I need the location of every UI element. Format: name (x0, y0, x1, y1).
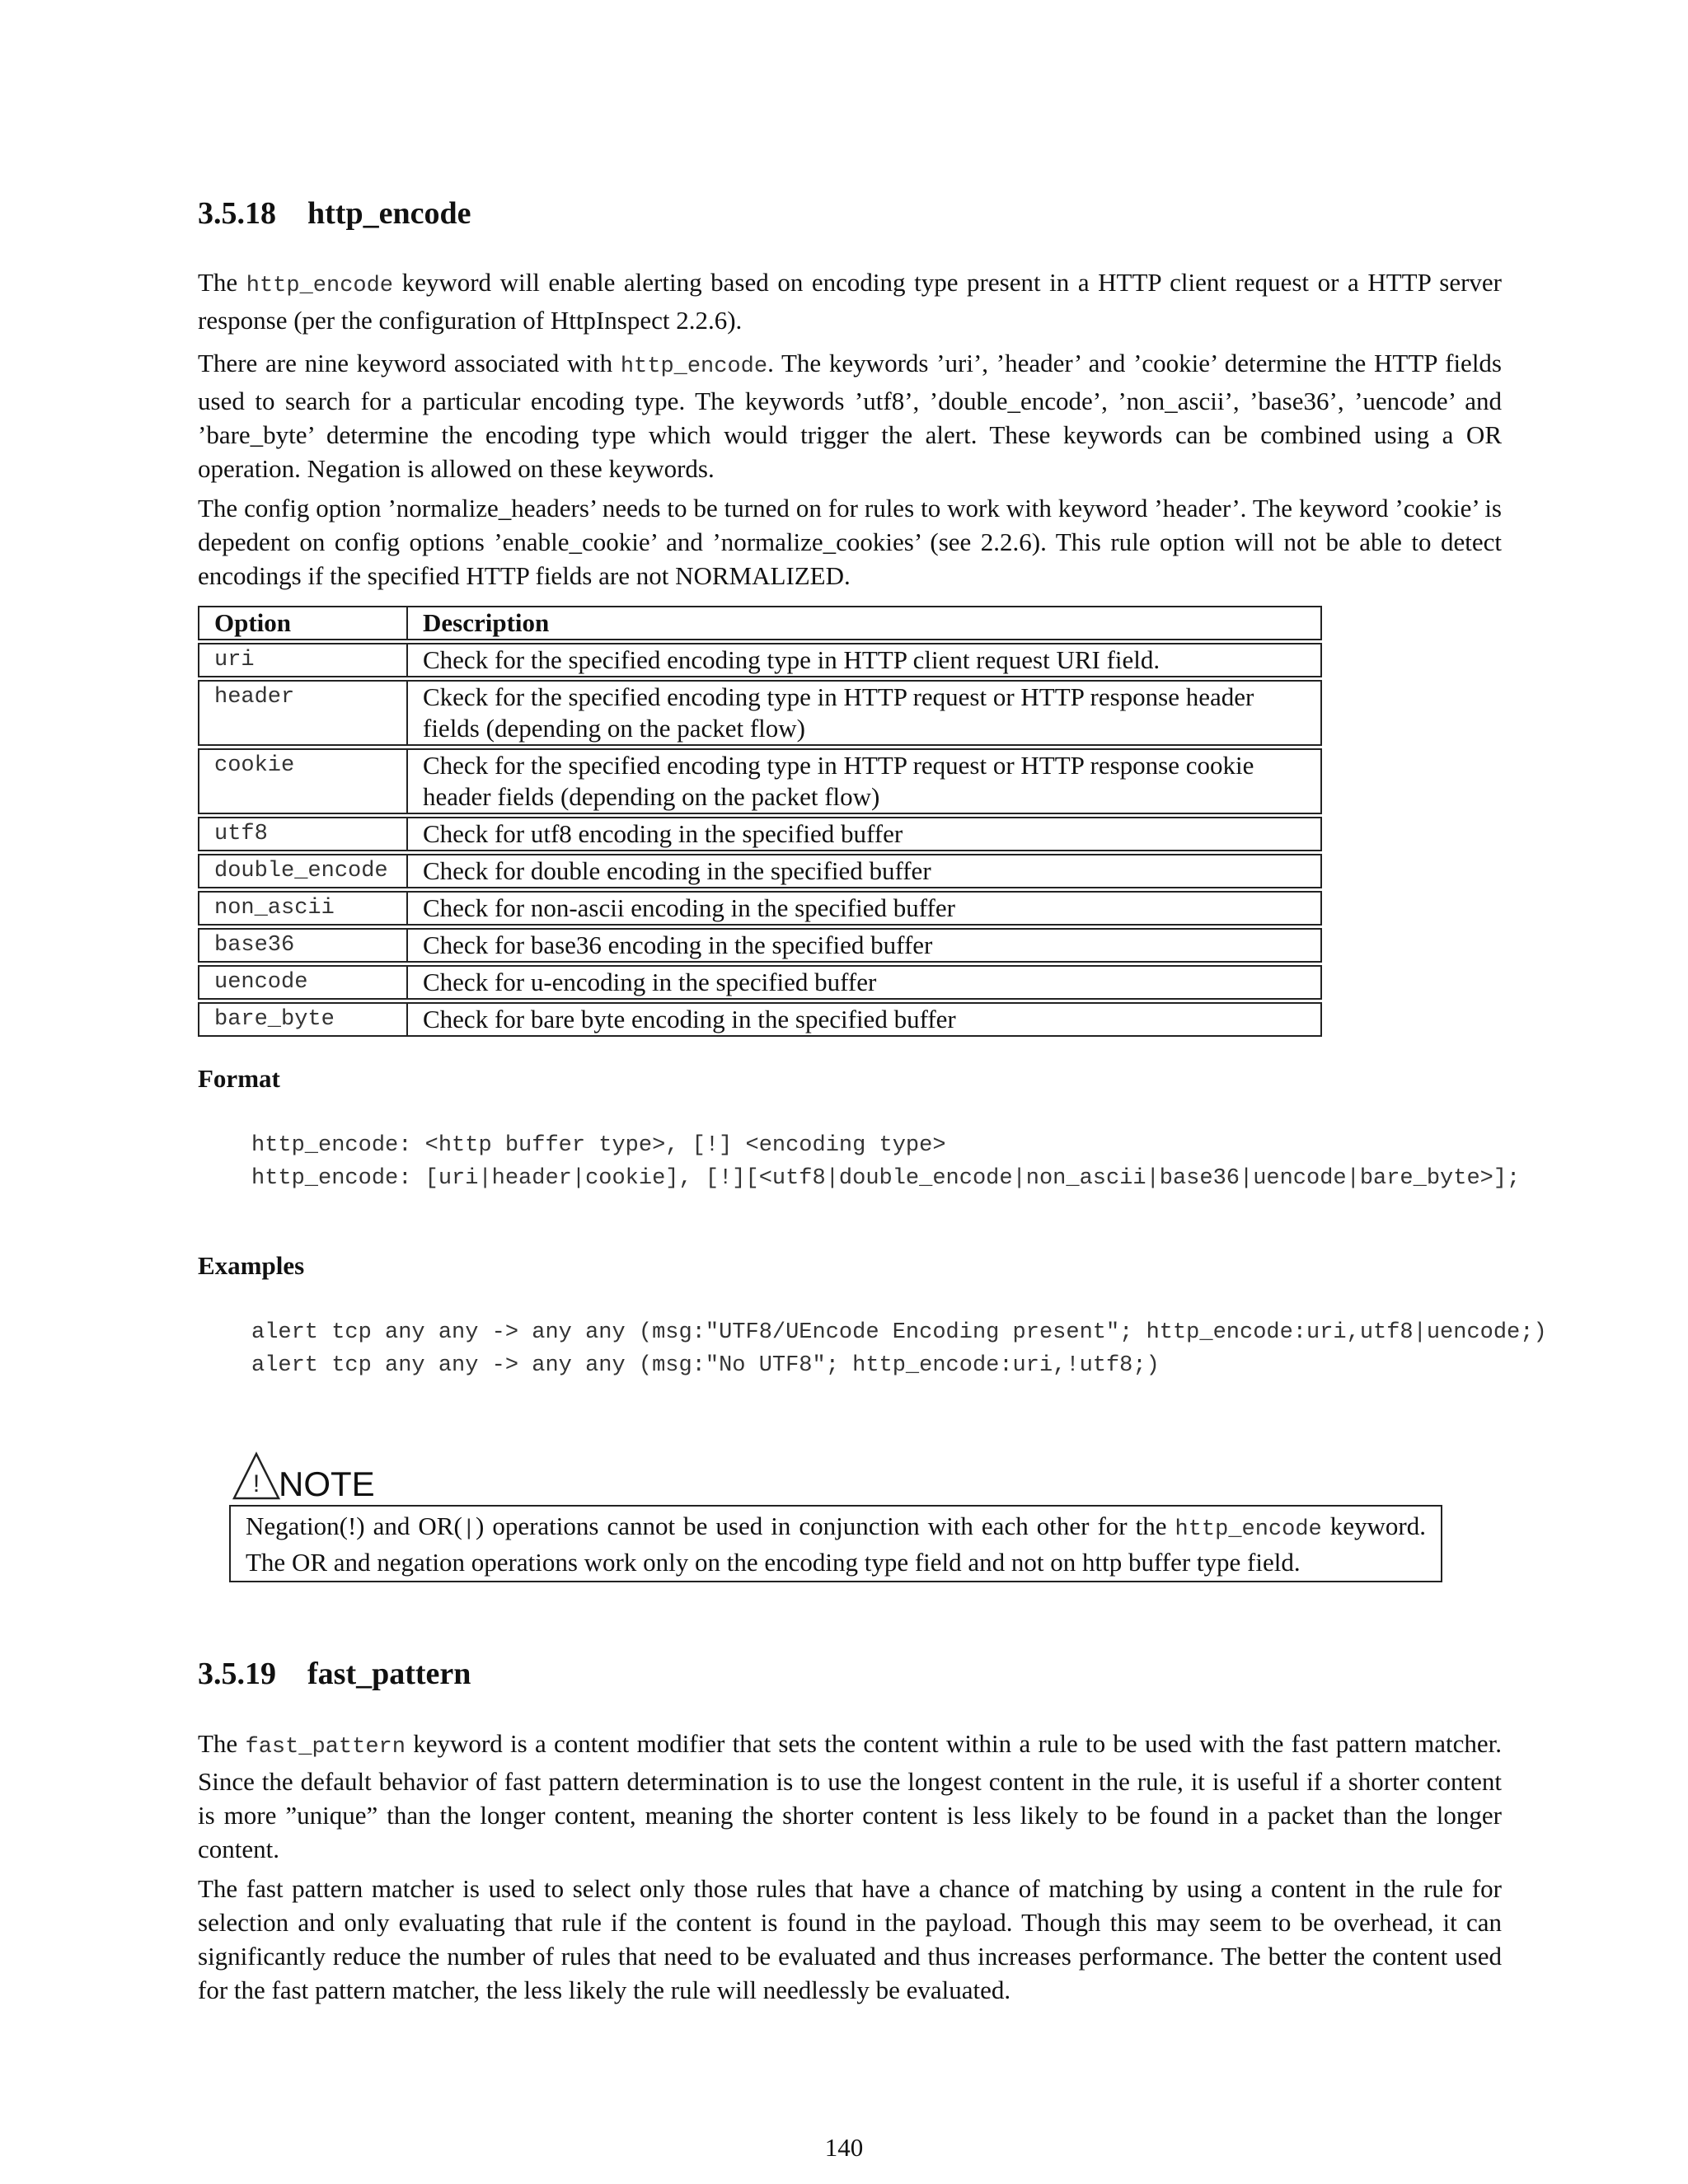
table-cell-description: Check for the specified encoding type in HTTP client request URI field. (406, 643, 1322, 677)
table-header-row (198, 606, 1322, 640)
fast-pattern-matcher-paragraph (198, 1872, 1502, 2007)
table-row (198, 891, 1322, 926)
table-cell-option: header (198, 680, 406, 746)
svg-text:!: ! (252, 1470, 260, 1497)
note-header (231, 1442, 375, 1502)
inline-code: | (462, 1517, 476, 1542)
text: Negation(!) and OR( (246, 1511, 462, 1540)
code-line: http_encode: [uri|header|cookie], [!][<utf8|double_encode|non_ascii|base36|uencode|bare_byte>]; (251, 1166, 1521, 1191)
table-cell-description: Check for double encoding in the specified buffer (406, 854, 1322, 888)
code-line: alert tcp any any -> any any (msg:"UTF8/UEncode Encoding present"; http_encode:uri,utf8|uencode;) (251, 1320, 1547, 1345)
section-title: fast_pattern (307, 1657, 471, 1691)
code-line: http_encode: <http buffer type>, [!] <encoding type> (251, 1133, 946, 1158)
http-encode-intro-paragraph (198, 265, 1502, 337)
format-heading: Format (198, 1064, 280, 1093)
text: keyword will enable alerting based on encoding type present in a HTTP client request or a HTTP server response (per the configuration of HttpInspect 2.2.6). (198, 268, 1502, 335)
text: keyword is a content modifier that sets the content within a rule to be used with the fast pattern matcher. Since the default behavior of fast pattern determination is to use the longest content in the rule, it is useful if a shorter content is more ”unique” than the longer content, meaning the shorter content is less likely to be found in a packet than the longer content. (198, 1729, 1502, 1863)
table-cell-description: Check for u-encoding in the specified buffer (406, 965, 1322, 1000)
section-title: http_encode (307, 196, 471, 231)
fast-pattern-intro-paragraph (198, 1727, 1502, 1866)
warning-triangle-icon (231, 1451, 282, 1502)
table-row (198, 928, 1322, 963)
table-cell-description: Check for utf8 encoding in the specified buffer (406, 817, 1322, 851)
section-number: 3.5.18 (198, 196, 276, 231)
table-cell-description: Check for non-ascii encoding in the specified buffer (406, 891, 1322, 926)
text: The config option ’normalize_headers’ needs to be turned on for rules to work with keyword ’header’. The keyword ’cookie’ is depedent on config options ’enable_cookie’ and ’normalize_cookies’ (see 2.2.6). This rule option will not be able to detect encodings if the specified HTTP fields are not NORMALIZED. (198, 494, 1502, 590)
text: keyword. The OR and negation operations work only on the encoding type field and not on http buffer type field. (246, 1511, 1426, 1577)
table-cell-description: Check for the specified encoding type in HTTP request or HTTP response cookie header fields (depending on the packet flow) (406, 748, 1322, 814)
table-row (198, 817, 1322, 851)
table-cell-option: cookie (198, 748, 406, 814)
text: The (198, 1729, 246, 1758)
table-cell-description: Check for base36 encoding in the specified buffer (406, 928, 1322, 963)
table-cell-option: non_ascii (198, 891, 406, 926)
inline-code: http_encode (246, 274, 394, 298)
text: . The keywords ’uri’, ’header’ and ’cookie’ determine the HTTP fields used to search for a particular encoding type. The keywords ’utf8’, ’double_encode’, ’non_ascii’, ’base36’, ’uencode’ and ’bare_byte’ determine the encoding type which would trigger the alert. These keywords can be combined using a OR operation. Negation is allowed on these keywords. (198, 349, 1502, 483)
table-cell-option: bare_byte (198, 1002, 406, 1037)
text: ) operations cannot be used in conjunction with each other for the (476, 1511, 1175, 1540)
inline-code: http_encode (620, 354, 768, 379)
table-row (198, 748, 1322, 814)
text: The fast pattern matcher is used to select only those rules that have a chance of matching by using a content in the rule for selection and only evaluating that rule if the content is found in the payload. Though this may seem to be overhead, it can significantly reduce the number of rules that need to be evaluated and thus increases performance. The better the content used for the fast pattern matcher, the less likely the rule will needlessly be evaluated. (198, 1874, 1502, 2004)
note-label: NOTE (279, 1465, 375, 1503)
options-table (198, 603, 1322, 1039)
format-code-block (251, 1129, 1520, 1195)
table-cell-option: uencode (198, 965, 406, 1000)
table-header-option: Option (198, 606, 406, 640)
note-box (229, 1505, 1442, 1582)
inline-code: http_encode (1175, 1517, 1322, 1542)
table-header-description: Description (406, 606, 1322, 640)
examples-heading: Examples (198, 1251, 305, 1280)
examples-code-block (251, 1316, 1547, 1382)
table-row (198, 643, 1322, 677)
table-cell-option: utf8 (198, 817, 406, 851)
text: There are nine keyword associated with (198, 349, 621, 377)
table-row (198, 1002, 1322, 1037)
code-line: alert tcp any any -> any any (msg:"No UTF8"; http_encode:uri,!utf8;) (251, 1353, 1160, 1378)
table-cell-option: double_encode (198, 854, 406, 888)
table-cell-option: uri (198, 643, 406, 677)
inline-code: fast_pattern (245, 1735, 406, 1760)
http-encode-config-paragraph (198, 491, 1502, 593)
table-row (198, 680, 1322, 746)
section-heading-fast-pattern (198, 1655, 471, 1693)
section-number: 3.5.19 (198, 1657, 276, 1691)
page-number: 140 (824, 2133, 864, 2162)
table-row (198, 965, 1322, 1000)
table-cell-description: Ckeck for the specified encoding type in HTTP request or HTTP response header fields (depending on the packet flow) (406, 680, 1322, 746)
text: The (198, 268, 246, 297)
table-cell-option: base36 (198, 928, 406, 963)
section-heading-http-encode (198, 194, 471, 232)
http-encode-keywords-paragraph (198, 346, 1502, 485)
table-row (198, 854, 1322, 888)
table-cell-description: Check for bare byte encoding in the specified buffer (406, 1002, 1322, 1037)
